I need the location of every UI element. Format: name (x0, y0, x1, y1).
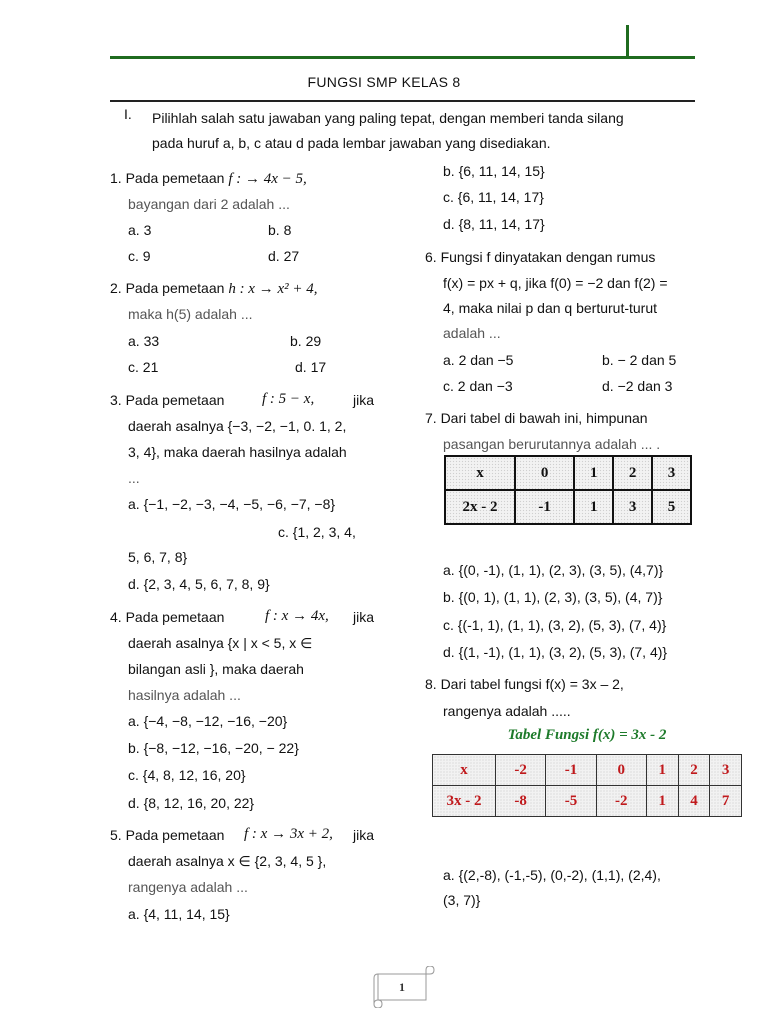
q7-cell: 2 (613, 456, 652, 490)
q7-line1: 7. Dari tabel di bawah ini, himpunan (425, 410, 648, 426)
q6-option-a: a. 2 dan −5 (443, 352, 514, 368)
q3-line2: daerah asalnya {−3, −2, −1, 0. 1, 2, (128, 418, 347, 434)
q7-cell: -1 (515, 490, 574, 524)
q7-table (444, 455, 692, 525)
q7-table-row-header (445, 456, 691, 490)
q8-cell: 0 (596, 755, 646, 786)
q7-cell: 0 (515, 456, 574, 490)
q7-cell: x (445, 456, 515, 490)
q5-line2: daerah asalnya x ∈ {2, 3, 4, 5 }, (128, 853, 327, 869)
page-number-scroll (368, 966, 438, 1008)
q7-cell: 2x - 2 (445, 490, 515, 524)
q8-cell: 2 (678, 755, 710, 786)
q2-stem: 2. Pada pemetaan h : x → x² + 4, (110, 280, 318, 297)
q7-cell: 1 (574, 456, 613, 490)
q5-option-c: c. {6, 11, 14, 17} (443, 189, 544, 205)
q7-line2: pasangan berurutannya adalah ... . (443, 436, 661, 452)
q3-option-c-line1: c. {1, 2, 3, 4, (278, 524, 356, 540)
instruction-number: I. (124, 106, 132, 122)
q2-option-c: c. 21 (128, 359, 159, 375)
q6-line2: f(x) = px + q, jika f(0) = −2 dan f(2) = (443, 275, 668, 291)
header-rule (110, 56, 695, 59)
header-accent-tick (626, 25, 629, 59)
q4-jika: jika (353, 609, 375, 625)
q8-cell: -8 (496, 786, 546, 817)
q8-line2: rangenya adalah ..... (443, 703, 571, 719)
q8-table (432, 754, 742, 817)
q1-stem: 1. Pada pemetaan f : → 4x − 5, (110, 170, 307, 187)
q3-line4: ... (128, 470, 140, 486)
q1-option-b: b. 8 (268, 222, 292, 238)
q1-option-a: a. 3 (128, 222, 152, 238)
q7-cell: 1 (574, 490, 613, 524)
q1-option-d: d. 27 (268, 248, 300, 264)
instruction-line-1: Pilihlah salah satu jawaban yang paling tepat, dengan memberi tanda silang (152, 110, 624, 126)
q8-cell: x (433, 755, 496, 786)
q3-stem: 3. Pada pemetaan (110, 392, 225, 408)
q7-table-row-values (445, 490, 691, 524)
q2-option-d: d. 17 (295, 359, 327, 375)
q3-option-a: a. {−1, −2, −3, −4, −5, −6, −7, −8} (128, 496, 336, 512)
q7-cell: 3 (613, 490, 652, 524)
q6-option-d: d. −2 dan 3 (602, 378, 673, 394)
q8-line1: 8. Dari tabel fungsi f(x) = 3x – 2, (425, 676, 624, 692)
q8-cell: 1 (646, 755, 678, 786)
q2-option-a: a. 33 (128, 333, 160, 349)
q6-line3: 4, maka nilai p dan q berturut-turut (443, 300, 658, 316)
q5-option-d: d. {8, 11, 14, 17} (443, 216, 545, 232)
instruction-line-2: pada huruf a, b, c atau d pada lembar jawaban yang disediakan. (152, 135, 551, 151)
q2-formula: h : x → x² + 4, (228, 281, 318, 297)
q3-option-c-line2: 5, 6, 7, 8} (128, 549, 188, 565)
q8-option-a-line2: (3, 7)} (443, 892, 481, 908)
q6-line1: 6. Fungsi f dinyatakan dengan rumus (425, 249, 656, 265)
q4-stem: 4. Pada pemetaan (110, 609, 225, 625)
q8-cell: 7 (710, 786, 742, 817)
q8-cell: 1 (646, 786, 678, 817)
q7-cell: 3 (652, 456, 691, 490)
q8-cell: 3 (710, 755, 742, 786)
q8-table-row-values (433, 786, 742, 817)
q4-option-a: a. {−4, −8, −12, −16, −20} (128, 713, 288, 729)
q3-jika: jika (353, 392, 375, 408)
q8-cell: 4 (678, 786, 710, 817)
q8-cell: -1 (546, 755, 596, 786)
q8-cell: -2 (496, 755, 546, 786)
q6-option-c: c. 2 dan −3 (443, 378, 513, 394)
page-title: FUNGSI SMP KELAS 8 (307, 74, 461, 90)
q5-stem: 5. Pada pemetaan (110, 827, 225, 843)
q8-option-a-line1: a. {(2,-8), (-1,-5), (0,-2), (1,1), (2,4), (443, 867, 661, 883)
q5-formula: f : x → 3x + 2, (244, 826, 333, 842)
q3-line3: 3, 4}, maka daerah hasilnya adalah (128, 444, 347, 460)
q7-option-b: b. {(0, 1), (1, 1), (2, 3), (3, 5), (4, 7)} (443, 589, 663, 605)
q4-line4: hasilnya adalah ... (128, 687, 241, 703)
q1-formula: f : → 4x − 5, (228, 171, 307, 187)
q4-option-b: b. {−8, −12, −16, −20, − 22} (128, 740, 299, 756)
q2-option-b: b. 29 (290, 333, 322, 349)
q6-option-b: b. − 2 dan 5 (602, 352, 677, 368)
q5-option-a: a. {4, 11, 14, 15} (128, 906, 230, 922)
q3-option-d: d. {2, 3, 4, 5, 6, 7, 8, 9} (128, 576, 270, 592)
q7-option-c: c. {(-1, 1), (1, 1), (3, 2), (5, 3), (7, 4)} (443, 617, 667, 633)
q8-cell: -5 (546, 786, 596, 817)
q6-line4: adalah ... (443, 325, 501, 341)
q4-option-c: c. {4, 8, 12, 16, 20} (128, 767, 246, 783)
q5-option-b: b. {6, 11, 14, 15} (443, 163, 545, 179)
q8-cell: 3x - 2 (433, 786, 496, 817)
q4-option-d: d. {8, 12, 16, 20, 22} (128, 795, 255, 811)
title-rule (110, 100, 695, 102)
q8-table-row-header (433, 755, 742, 786)
q4-line2: daerah asalnya {x | x < 5, x ∈ (128, 635, 313, 651)
q7-option-a: a. {(0, -1), (1, 1), (2, 3), (3, 5), (4,7)} (443, 562, 664, 578)
q7-option-d: d. {(1, -1), (1, 1), (3, 2), (5, 3), (7, 4)} (443, 644, 668, 660)
q4-formula: f : x → 4x, (265, 608, 329, 624)
q1-line2: bayangan dari 2 adalah ... (128, 196, 290, 212)
q1-option-c: c. 9 (128, 248, 151, 264)
q3-formula: f : 5 − x, (262, 391, 315, 407)
q5-jika: jika (353, 827, 375, 843)
q2-line2: maka h(5) adalah ... (128, 306, 253, 322)
q4-line3: bilangan asli }, maka daerah (128, 661, 304, 677)
q8-cell: -2 (596, 786, 646, 817)
q5-line3: rangenya adalah ... (128, 879, 248, 895)
q8-table-title: Tabel Fungsi f(x) = 3x - 2 (507, 727, 667, 743)
page-number: 1 (399, 980, 405, 994)
q7-cell: 5 (652, 490, 691, 524)
instruction-text (152, 106, 692, 156)
